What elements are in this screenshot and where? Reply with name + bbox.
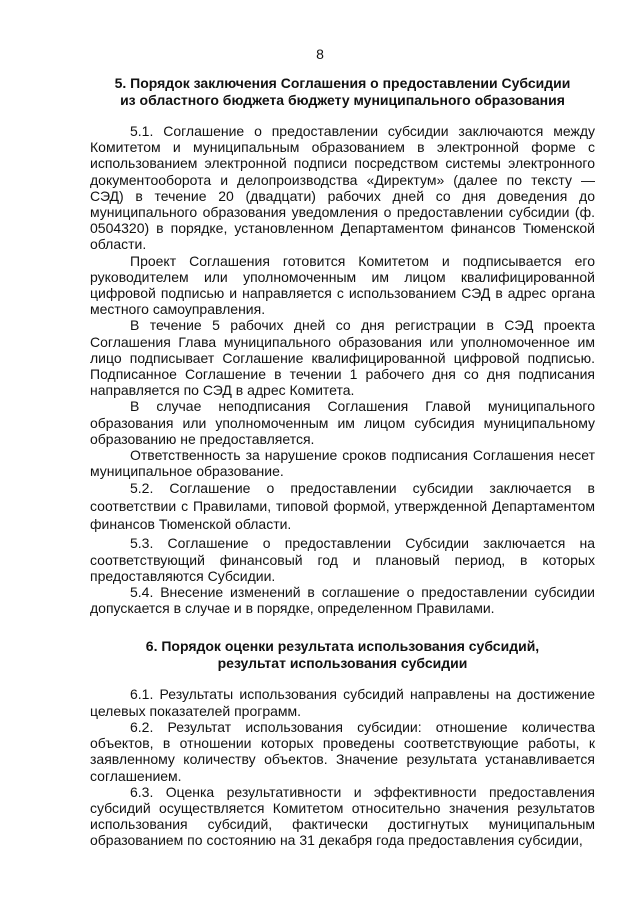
page-number: 8 [316,46,324,62]
paragraph-6-2: 6.2. Результат использования субсидии: отношение количества объектов, в отношении которых проведены соответствующие работы, к заявленному количеству объектов. Значение результата устанавливается соглашением. [90,718,595,784]
section-6-title-line2: результат использования субсидии [217,655,468,672]
paragraph-6-1: 6.1. Результаты использования субсидий направлены на достижение целевых показателей программ. [90,686,595,719]
paragraph-5-1-draft: Проект Соглашения готовится Комитетом и подписывается его руководителем или уполномоченным им лицом квалифицированной цифровой подписью и направляется с использованием СЭД в адрес органа местного самоуправления. [90,252,595,318]
section-5-title-line2: из областного бюджета бюджету муниципального образования [120,92,565,108]
section-5-title-line1: 5. Порядок заключения Соглашения о предоставлении Субсидии [114,75,571,91]
document-body [90,75,595,849]
paragraph-5-1-responsibility: Ответственность за нарушение сроков подписания Соглашения несет муниципальное образование. [90,447,595,480]
section-6-title-line1: 6. Порядок оценки результата использования субсидий, [145,638,540,655]
paragraph-5-3: 5.3. Соглашение о предоставлении Субсидии заключается на соответствующий финансовый год и плановый период, в которых предоставляются Субсидии. [90,535,595,584]
paragraph-5-1-nonsigning: В случае неподписания Соглашения Главой муниципального образования или уполномоченным им лицом субсидия муниципальному образованию не предоставляется. [90,398,595,447]
section-5 [90,75,595,616]
paragraph-6-3: 6.3. Оценка результативности и эффективности предоставления субсидий осуществляется Комитетом относительно значения результатов использования субсидий, фактически достигнутых муниципальным образованием по состоянию на 31 декабря года предоставления субсидии, [90,783,595,849]
paragraph-5-1: 5.1. Соглашение о предоставлении субсидии заключаются между Комитетом и муниципальным образованием в электронной форме с использованием электронной подписи посредством системы электронного документооборота и делопроизводства «Директум» (далее по тексту — СЭД) в течение 20 (двадцати) рабочих дней со дня доведения до муниципального образования уведомления о предоставлении субсидии (ф. 0504320) в порядке, установленном Департаментом финансов Тюменской области. [90,123,595,253]
paragraph-5-4: 5.4. Внесение изменений в соглашение о предоставлении субсидии допускается в случае и в порядке, определенном Правилами. [90,584,595,617]
paragraph-5-1-signing: В течение 5 рабочих дней со дня регистрации в СЭД проекта Соглашения Глава муниципального образования или уполномоченное им лицо подписывает Соглашение квалифицированной цифровой подписью. Подписанное Соглашение в течении 1 рабочего дня со дня подписания направляется по СЭД в адрес Комитета. [90,317,595,399]
section-5-heading [90,75,595,109]
section-6-heading [90,638,595,672]
section-6 [90,638,595,848]
paragraph-5-2: 5.2. Соглашение о предоставлении субсидии заключается в соответствии с Правилами, типовой формой, утвержденной Департаментом финансов Тюменской области. [90,480,595,533]
